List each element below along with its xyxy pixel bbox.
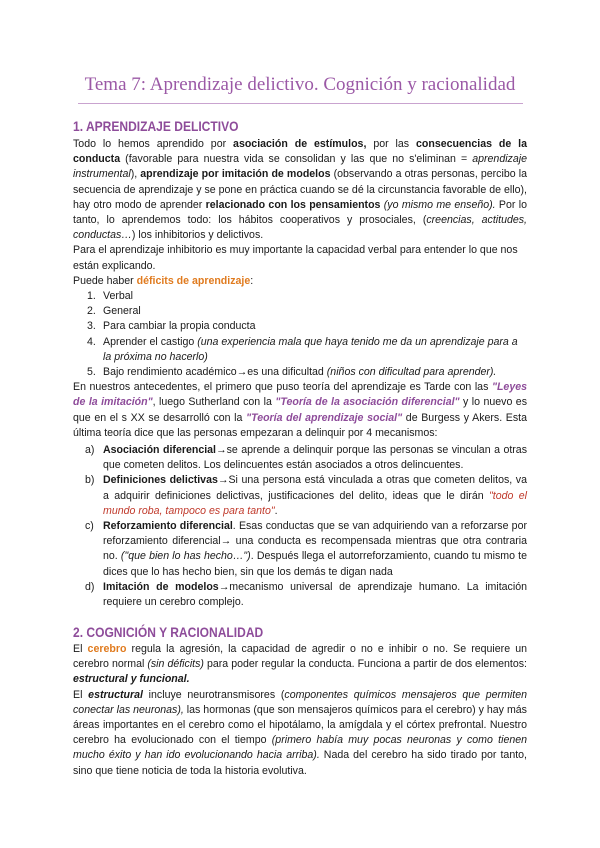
paragraph: Puede haber déficits de aprendizaje: [73,274,254,287]
section-2-heading: 2. COGNICIÓN Y RACIONALIDAD [73,624,264,640]
section-1-body [73,137,527,610]
list-item: d) Imitación de modelos→mecanismo universal de aprendizaje humano. La imitación requiere un cerebro complejo. [85,580,527,609]
highlight-text: déficits de aprendizaje [136,274,251,287]
list-item: 1. Verbal [87,290,134,303]
deficits-list [73,289,527,380]
list-item: 2. General [87,305,141,318]
paragraph: Todo lo hemos aprendido por asociación de estímulos, por las consecuencias de la conducta (favorable para nuestra vida se consolidan y las que no s'eliminan = aprendizaje instrumental), aprendizaje por imitación de modelos (observando a otras personas, percibo la secuencia de aprendizaje y se pone en práctica cuando se dé la circunstancia favorable de ello), hay otro modo de aprender relacionado con los pensamientos (yo mismo me enseño). Por lo tanto, lo aprendemos todo: los hábitos cooperativos y prosociales, (creencias, actitudes, conductas…) los inhibitorios y delictivos. [73,138,528,242]
highlight-text: cerebro [87,643,127,655]
paragraph: Para el aprendizaje inhibitorio es muy importante la capacidad verbal para entender lo que nos están explicando. [73,244,518,272]
page-title: Tema 7: Aprendizaje delictivo. Cognición y racionalidad [84,74,516,95]
list-item: a) Asociación diferencial→se aprende a delinquir porque las personas se vinculan a otras que cometen delitos. Los delincuentes están asociados a otros delincuentes. [85,444,527,472]
list-item: 5. Bajo rendimiento académico→es una dificultad (niños con dificultad para aprender). [87,366,497,379]
mechanisms-list [73,443,527,610]
list-item: 3. Para cambiar la propia conducta [87,320,256,333]
list-item: c) Reforzamiento diferencial. Esas conductas que se van adquiriendo van a reforzarse por reforzamiento diferencial→ una conducta es recompensada mientras que otra contraria no. ("que bien lo has hecho…"). Después llega el autorreforzamiento, cuando tu mismo te dices que lo has hecho bien, sin que los demás te digan nada [85,520,528,578]
list-item: 4. Aprender el castigo (una experiencia mala que haya tenido me da un aprendizaje para a la próxima no hacerlo) [87,335,518,363]
paragraph: En nuestros antecedentes, el primero que puso teoría del aprendizaje es Tarde con las "Leyes de la imitación", luego Sutherland con la "Teoría de la asociación diferencial" y lo nuevo es que en el s XX se desarrolló con la "Teoría del aprendizaje social" de Burgess y Akers. Esta última teoría dice que las personas empezaran a delinquir por 4 mecanismos: [73,381,528,439]
list-item: b) Definiciones delictivas→Si una persona está vinculada a otras que cometen delitos, va a adquirir definiciones delictivas, justificaciones del delito, ideas que le dirán "todo el mundo roba, tampoco es para tanto". [85,474,528,517]
section-2-body [73,642,527,779]
paragraph: El estructural incluye neurotransmisores (componentes químicos mensajeros que permiten conectar las neuronas), las hormonas (que son mensajeros químicos para el cerebro) y hay más áreas importantes en el cerebro como el hipotálamo, la amígdala y el córtex prefrontal. Nuestro cerebro ha evolucionado con el tiempo (primero había muy pocas neuronas y como tienen mucho éxito y han ido evolucionando hacia arriba). Nada del cerebro ha sido tirado por tanto, sino que tiene noticia de toda la historia evolutiva. [73,688,528,777]
paragraph: El cerebro regula la agresión, la capacidad de agredir o no e inhibir o no. Se requiere un cerebro normal (sin déficits) para poder regular la conducta. Funciona a partir de dos elementos: estructural y funcional. [73,643,528,686]
title-divider [78,103,523,104]
section-1-heading: 1. APRENDIZAJE DELICTIVO [73,118,239,134]
